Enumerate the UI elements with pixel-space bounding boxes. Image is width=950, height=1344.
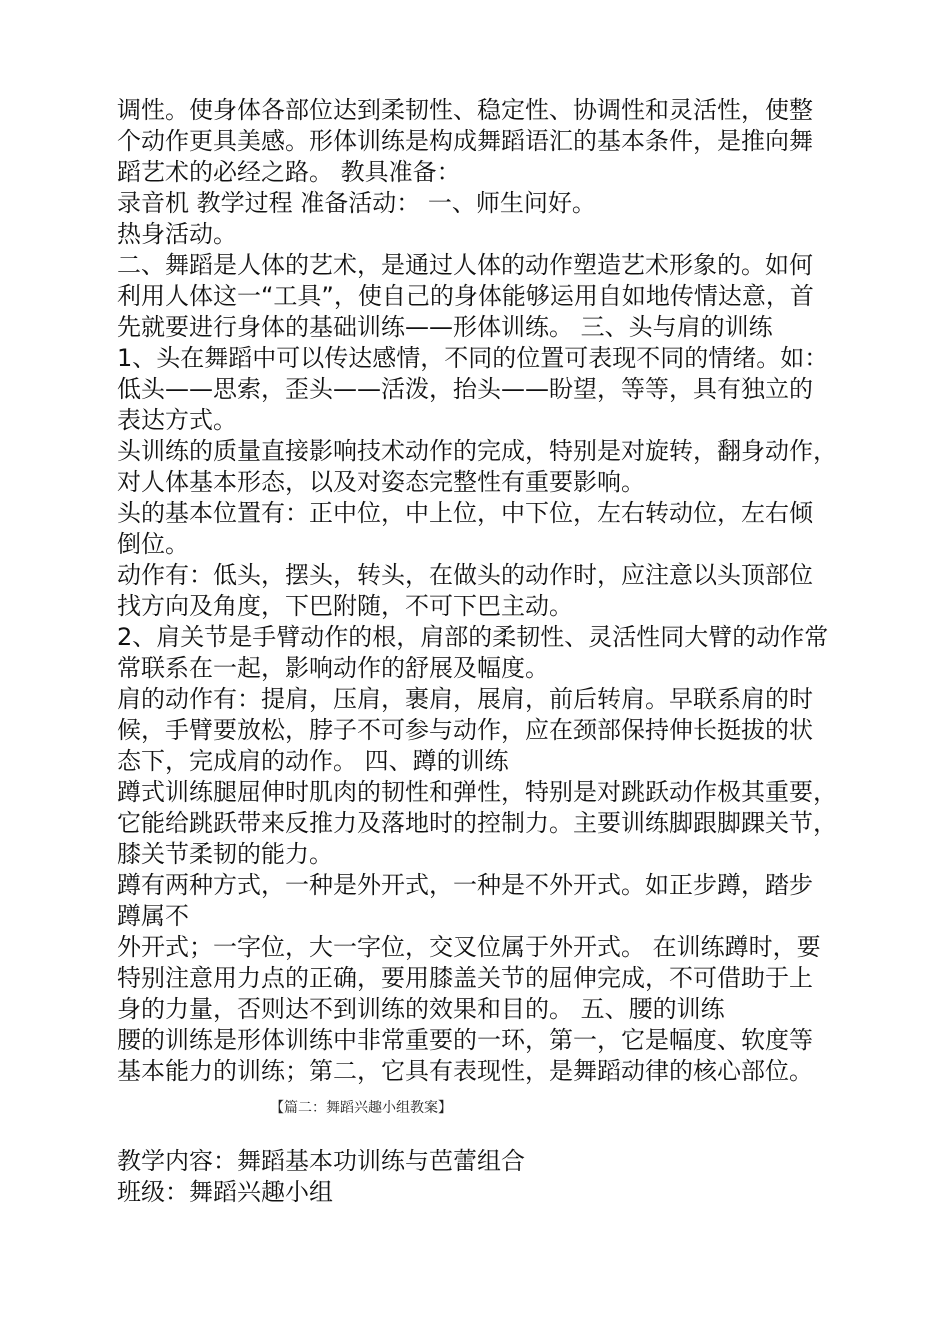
body-line: 头训练的质量直接影响技术动作的完成，特别是对旋转，翻身动作， xyxy=(117,437,837,465)
body-line: 录音机 教学过程 准备活动： 一、师生问好。 xyxy=(117,189,596,217)
body-line: 二、舞蹈是人体的艺术，是通过人体的动作塑造艺术形象的。如何 xyxy=(117,251,813,279)
body-line: 1、头在舞蹈中可以传达感情，不同的位置可表现不同的情绪。如： xyxy=(117,344,829,372)
body-line: 找方向及角度，下巴附随，不可下巴主动。 xyxy=(117,592,573,620)
body-line: 先就要进行身体的基础训练——形体训练。 三、头与肩的训练 xyxy=(117,313,773,341)
body-line: 2、肩关节是手臂动作的根，肩部的柔韧性、灵活性同大臂的动作常 xyxy=(117,623,829,651)
body-line: 常联系在一起，影响动作的舒展及幅度。 xyxy=(117,654,549,682)
body-line: 动作有：低头，摆头，转头，在做头的动作时，应注意以头顶部位 xyxy=(117,561,813,589)
body-line: 蹲有两种方式，一种是外开式，一种是不外开式。如正步蹲，踏步 xyxy=(117,871,813,899)
body-line: 蹈艺术的必经之路。 教具准备： xyxy=(117,158,461,186)
body-line: 它能给跳跃带来反推力及落地时的控制力。主要训练脚跟脚踝关节， xyxy=(117,809,837,837)
body-line: 利用人体这一“工具”，使自己的身体能够运用自如地传情达意，首 xyxy=(117,282,814,310)
body-line: 肩的动作有：提肩，压肩，裹肩，展肩，前后转肩。早联系肩的时 xyxy=(117,685,813,713)
body-line: 腰的训练是形体训练中非常重要的一环，第一，它是幅度、软度等 xyxy=(117,1026,813,1054)
body-line: 特别注意用力点的正确，要用膝盖关节的屈伸完成，不可借助于上 xyxy=(117,964,813,992)
body-line: 外开式；一字位，大一字位，交叉位属于外开式。 在训练蹲时，要 xyxy=(117,933,821,961)
body-line: 调性。使身体各部位达到柔韧性、稳定性、协调性和灵活性，使整 xyxy=(117,96,813,124)
body-line: 对人体基本形态，以及对姿态完整性有重要影响。 xyxy=(117,468,645,496)
lesson-content-line: 教学内容：舞蹈基本功训练与芭蕾组合 xyxy=(117,1147,525,1175)
body-line: 表达方式。 xyxy=(117,406,237,434)
section-caption: 【篇二：舞蹈兴趣小组教案】 xyxy=(270,1100,452,1116)
body-line: 倒位。 xyxy=(117,530,189,558)
body-line: 膝关节柔韧的能力。 xyxy=(117,840,333,868)
body-line: 候，手臂要放松，脖子不可参与动作，应在颈部保持伸长挺拔的状 xyxy=(117,716,813,744)
body-line: 蹲式训练腿屈伸时肌肉的韧性和弹性，特别是对跳跃动作极其重要， xyxy=(117,778,837,806)
class-line: 班级：舞蹈兴趣小组 xyxy=(117,1178,333,1206)
body-line: 头的基本位置有：正中位，中上位，中下位，左右转动位，左右倾 xyxy=(117,499,813,527)
body-line: 基本能力的训练；第二，它具有表现性，是舞蹈动律的核心部位。 xyxy=(117,1057,813,1085)
body-line: 热身活动。 xyxy=(117,220,237,248)
body-line: 身的力量，否则达不到训练的效果和目的。 五、腰的训练 xyxy=(117,995,725,1023)
body-line: 蹲属不 xyxy=(117,902,189,930)
body-line: 个动作更具美感。形体训练是构成舞蹈语汇的基本条件，是推向舞 xyxy=(117,127,813,155)
body-line: 低头——思索，歪头——活泼，抬头——盼望，等等，具有独立的 xyxy=(117,375,813,403)
body-line: 态下，完成肩的动作。 四、蹲的训练 xyxy=(117,747,509,775)
